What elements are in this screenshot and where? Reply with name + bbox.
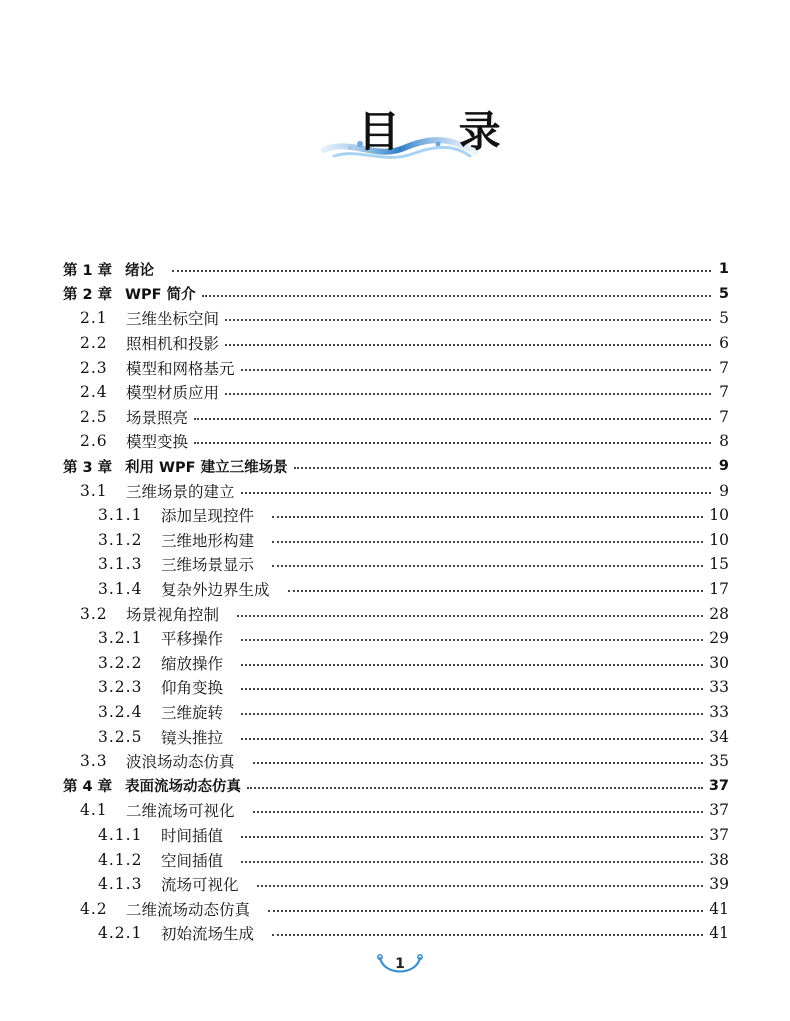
dot-leader: [202, 295, 711, 297]
toc-page-number: 38: [709, 850, 729, 869]
toc-entry-section[interactable]: [63, 429, 729, 454]
toc-number: 3.2.1: [98, 629, 143, 648]
toc-number: 3.2.5: [98, 727, 143, 746]
page-title: 目 录: [358, 107, 523, 156]
toc-number: 3.1.1: [98, 506, 143, 525]
toc-entry-sub[interactable]: [63, 700, 729, 725]
toc-page-number: 9: [718, 458, 729, 475]
toc-entry-sub[interactable]: [63, 724, 729, 749]
dot-leader: [194, 418, 711, 420]
toc-number: 3.1.4: [98, 580, 143, 599]
toc-label: 三维坐标空间: [126, 310, 220, 329]
toc-page-number: 41: [709, 924, 729, 943]
dot-leader: [272, 934, 703, 936]
toc-page-number: 8: [719, 432, 729, 451]
toc-number: 第 1 章: [63, 262, 113, 279]
toc-entry-sub[interactable]: [63, 675, 729, 700]
toc-label: 照相机和投影: [126, 335, 220, 354]
toc-page-number: 37: [709, 801, 729, 820]
toc-label: 波浪场动态仿真: [126, 753, 235, 772]
toc-number: 3.2.4: [98, 702, 143, 721]
toc-page-number: 6: [719, 334, 729, 353]
toc-entry-sub[interactable]: [63, 872, 729, 897]
toc-entry-sub[interactable]: [63, 626, 729, 651]
toc-entry-section[interactable]: [63, 355, 729, 380]
toc-page-number: 1: [718, 261, 729, 278]
dot-leader: [241, 639, 703, 641]
toc-number: 第 4 章: [63, 779, 113, 796]
toc-entry-sub[interactable]: [63, 847, 729, 872]
toc-entry-sub[interactable]: [63, 823, 729, 848]
toc-page-number: 5: [718, 285, 729, 302]
toc-number: 第 2 章: [63, 287, 113, 304]
toc-page-number: 34: [709, 727, 729, 746]
toc-label: 仰角变换: [161, 679, 224, 698]
toc-entry-section[interactable]: [63, 798, 729, 823]
toc-page-number: 30: [709, 653, 729, 672]
toc-label: 时间插值: [161, 826, 224, 845]
toc-label: 二维流场可视化: [126, 802, 235, 821]
dot-leader: [253, 762, 704, 764]
toc-page-number: 29: [709, 629, 729, 648]
toc-entry-chapter[interactable]: [63, 282, 729, 307]
toc-page-number: 9: [719, 481, 729, 500]
dot-leader: [225, 344, 711, 346]
toc-number: 3.2.3: [98, 678, 143, 697]
dot-leader: [272, 516, 703, 518]
toc-entry-chapter[interactable]: [63, 773, 729, 798]
toc-number: 4.2: [80, 899, 108, 918]
toc-label: 场景照亮: [126, 408, 189, 427]
toc-label: 镜头推拉: [161, 728, 224, 747]
toc-number: 4.2.1: [98, 924, 143, 943]
toc-label: 模型变换: [126, 433, 189, 452]
dot-leader: [241, 688, 703, 690]
dot-leader: [241, 836, 703, 838]
dot-leader: [247, 787, 703, 789]
toc-label: 流场可视化: [161, 876, 239, 895]
toc-label: 三维地形构建: [161, 531, 255, 550]
toc-label: 模型和网格基元: [126, 359, 235, 378]
dot-leader: [272, 565, 703, 567]
toc-page-number: 7: [719, 358, 729, 377]
toc-page-number: 17: [709, 580, 729, 599]
dot-leader: [241, 492, 711, 494]
toc-entry-sub[interactable]: [63, 577, 729, 602]
dot-leader: [172, 270, 711, 272]
dot-leader: [241, 664, 703, 666]
toc-page-number: 10: [709, 530, 729, 549]
dot-leader: [237, 615, 703, 617]
toc-label: 利用 WPF 建立三维场景: [125, 459, 288, 476]
toc-entry-sub[interactable]: [63, 552, 729, 577]
toc-number: 2.1: [80, 309, 108, 328]
toc-number: 4.1.3: [98, 875, 143, 894]
toc-label: 二维流场动态仿真: [126, 900, 251, 919]
dot-leader: [225, 393, 711, 395]
dot-leader: [241, 369, 711, 371]
toc-label: 三维场景的建立: [126, 482, 235, 501]
toc-page-number: 10: [709, 506, 729, 525]
toc-number: 2.4: [80, 383, 108, 402]
toc-number: 第 3 章: [63, 459, 113, 476]
toc-number: 4.1.1: [98, 825, 143, 844]
table-of-contents: [63, 257, 729, 946]
toc-title: [320, 98, 523, 170]
dot-leader: [288, 590, 704, 592]
toc-label: 空间插值: [161, 851, 224, 870]
toc-entry-section[interactable]: [63, 896, 729, 921]
toc-entry-section[interactable]: [63, 405, 729, 430]
toc-label: 三维旋转: [161, 703, 224, 722]
toc-number: 2.2: [80, 334, 108, 353]
toc-number: 4.1.2: [98, 850, 143, 869]
toc-entry-section[interactable]: [63, 380, 729, 405]
toc-entry-sub[interactable]: [63, 921, 729, 946]
toc-label: 三维场景显示: [161, 556, 255, 575]
toc-entry-chapter[interactable]: [63, 454, 729, 479]
toc-entry-sub[interactable]: [63, 503, 729, 528]
dot-leader: [253, 811, 704, 813]
toc-entry-sub[interactable]: [63, 528, 729, 553]
toc-label: 添加呈现控件: [161, 507, 255, 526]
toc-page-number: 33: [709, 702, 729, 721]
dot-leader: [268, 910, 703, 912]
toc-page-number: 33: [709, 678, 729, 697]
toc-number: 3.1: [80, 481, 108, 500]
dot-leader: [272, 541, 703, 543]
dot-leader: [225, 319, 711, 321]
toc-label: 场景视角控制: [126, 605, 220, 624]
toc-page-number: 15: [709, 555, 729, 574]
toc-label: 缩放操作: [161, 654, 224, 673]
toc-entry-section[interactable]: [63, 601, 729, 626]
toc-entry-section[interactable]: [63, 331, 729, 356]
toc-number: 3.2.2: [98, 653, 143, 672]
toc-page-number: 39: [709, 875, 729, 894]
toc-entry-section[interactable]: [63, 749, 729, 774]
page-number: 1: [395, 956, 405, 972]
dot-leader: [294, 467, 711, 469]
toc-page-number: 7: [719, 407, 729, 426]
toc-label: 复杂外边界生成: [161, 581, 270, 600]
toc-page-number: 37: [708, 777, 729, 794]
toc-number: 3.1.2: [98, 530, 143, 549]
toc-page-number: 41: [709, 899, 729, 918]
toc-label: 模型材质应用: [126, 384, 220, 403]
toc-label: 平移操作: [161, 630, 224, 649]
toc-entry-chapter[interactable]: [63, 257, 729, 282]
toc-entry-section[interactable]: [63, 478, 729, 503]
dot-leader: [194, 442, 711, 444]
toc-entry-sub[interactable]: [63, 651, 729, 676]
toc-label: WPF 简介: [125, 287, 196, 304]
toc-page-number: 35: [709, 752, 729, 771]
dot-leader: [257, 885, 704, 887]
dot-leader: [241, 861, 703, 863]
toc-page-number: 7: [719, 383, 729, 402]
toc-page-number: 5: [719, 309, 729, 328]
dot-leader: [241, 713, 703, 715]
toc-page-number: 28: [709, 604, 729, 623]
toc-number: 3.2: [80, 604, 108, 623]
toc-label: 初始流场生成: [161, 925, 255, 944]
toc-number: 2.3: [80, 358, 108, 377]
dot-leader: [241, 738, 703, 740]
toc-page-number: 37: [709, 825, 729, 844]
toc-number: 2.5: [80, 407, 108, 426]
toc-label: 表面流场动态仿真: [125, 779, 241, 796]
toc-entry-section[interactable]: [63, 306, 729, 331]
toc-number: 2.6: [80, 432, 108, 451]
toc-number: 3.3: [80, 752, 108, 771]
toc-number: 4.1: [80, 801, 108, 820]
toc-number: 3.1.3: [98, 555, 143, 574]
toc-label: 绪论: [125, 262, 154, 279]
